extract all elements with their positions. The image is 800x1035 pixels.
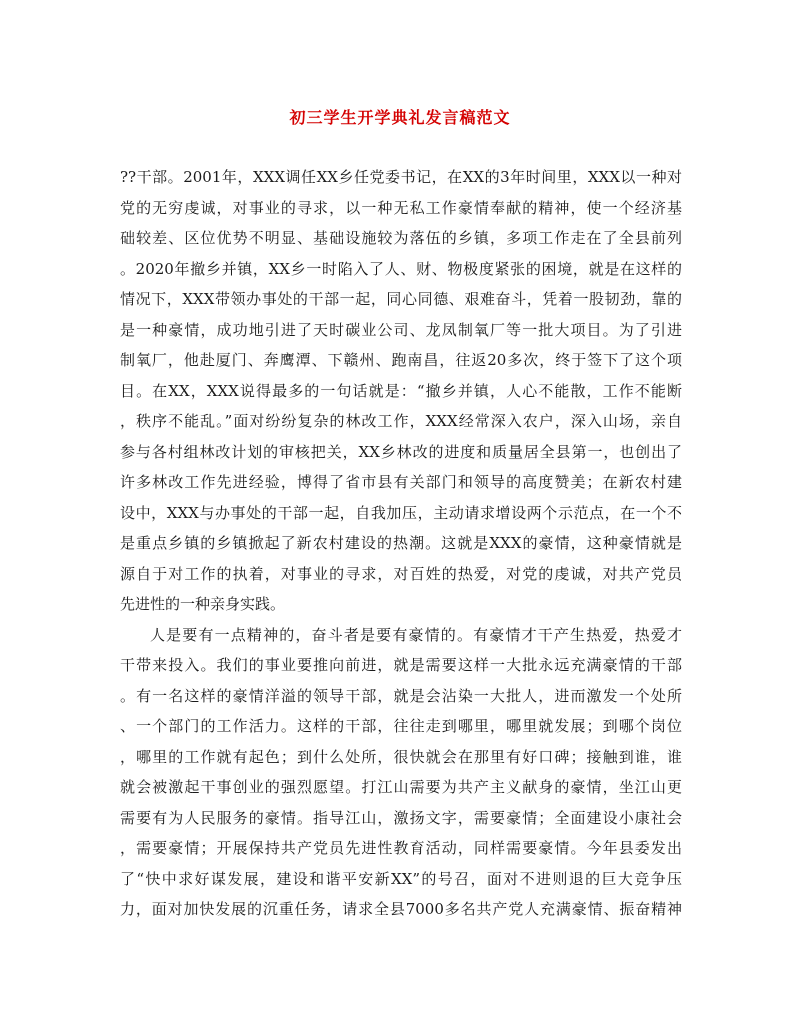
paragraph-1 [120, 162, 682, 620]
text-line: 是一种豪情，成功地引进了天时碳业公司、龙凤制氧厂等一批大项目。为了引进 [120, 320, 682, 339]
text-line: 先进性的一种亲身实践。 [120, 595, 286, 613]
text-line: 人是要有一点精神的，奋斗者是要有豪情的。有豪情才干产生热爱，热爱才 [150, 625, 682, 644]
text-line: 源自于对工作的执着，对事业的寻求，对百姓的热爱，对党的虔诚，对共产党员 [120, 564, 682, 583]
text-line: ，秩序不能乱。”面对纷纷复杂的林改工作，XXX经常深入农户，深入山场，亲自 [120, 412, 682, 430]
text-line: 需要有为人民服务的豪情。指导江山，激扬文字，需要豪情；全面建设小康社会 [120, 808, 682, 827]
text-line: 设中，XXX与办事处的干部一起，自我加压，主动请求增设两个示范点，在一个不 [120, 503, 682, 522]
text-line: 力，面对加快发展的沉重任务，请求全县7000多名共产党人充满豪情、振奋精神 [120, 900, 682, 918]
text-line: ，哪里的工作就有起色；到什么处所，很快就会在那里有好口碑；接触到谁，谁 [120, 747, 682, 766]
text-line: ，需要豪情；开展保持共产党员先进性教育活动，同样需要豪情。今年县委发出 [120, 839, 682, 857]
text-line: 参与各村组林改计划的审核把关，XX乡林改的进度和质量居全县第一，也创出了 [120, 442, 682, 461]
text-line: 目。在XX，XXX说得最多的一句话就是：“撤乡并镇，人心不能散，工作不能断 [120, 381, 682, 400]
text-line: 许多林改工作先进经验，博得了省市县有关部门和领导的高度赞美；在新农村建 [120, 473, 682, 491]
text-line: 制氧厂，他赴厦门、奔鹰潭、下赣州、跑南昌，往返20多次，终于签下了这个项 [120, 351, 682, 369]
document-title: 初三学生开学典礼发言稿范文 [289, 108, 511, 127]
text-line: 党的无穷虔诚，对事业的寻求，以一种无私工作豪情奉献的精神，使一个经济基 [120, 198, 682, 217]
text-line: 干带来投入。我们的事业要推向前进，就是需要这样一大批永远充满豪情的干部 [120, 656, 682, 674]
text-line: 就会被激起干事创业的强烈愿望。打江山需要为共产主义献身的豪情，坐江山更 [120, 778, 682, 796]
paragraph-2 [120, 620, 682, 925]
text-line: 、一个部门的工作活力。这样的干部，往往走到哪里，哪里就发展；到哪个岗位 [120, 717, 682, 735]
text-line: 情况下，XXX带领办事处的干部一起，同心同德、艰难奋斗，凭着一股韧劲，靠的 [120, 290, 682, 308]
text-line: 础较差、区位优势不明显、基础设施较为落伍的乡镇，多项工作走在了全县前列 [120, 229, 682, 247]
text-line: 。2020年撤乡并镇，XX乡一时陷入了人、财、物极度紧张的困境，就是在这样的 [120, 259, 682, 278]
text-line: 了“快中求好谋发展，建设和谐平安新XX”的号召，面对不进则退的巨大竞争压 [120, 869, 682, 888]
text-line: 是重点乡镇的乡镇掀起了新农村建设的热潮。这就是XXX的豪情，这种豪情就是 [120, 534, 682, 552]
text-line: 。有一名这样的豪情洋溢的领导干部，就是会沾染一大批人，进而激发一个处所 [120, 686, 682, 705]
text-line: ??干部。2001年，XXX调任XX乡任党委书记，在XX的3年时间里，XXX以一种对 [120, 168, 682, 186]
document-body [120, 162, 682, 925]
